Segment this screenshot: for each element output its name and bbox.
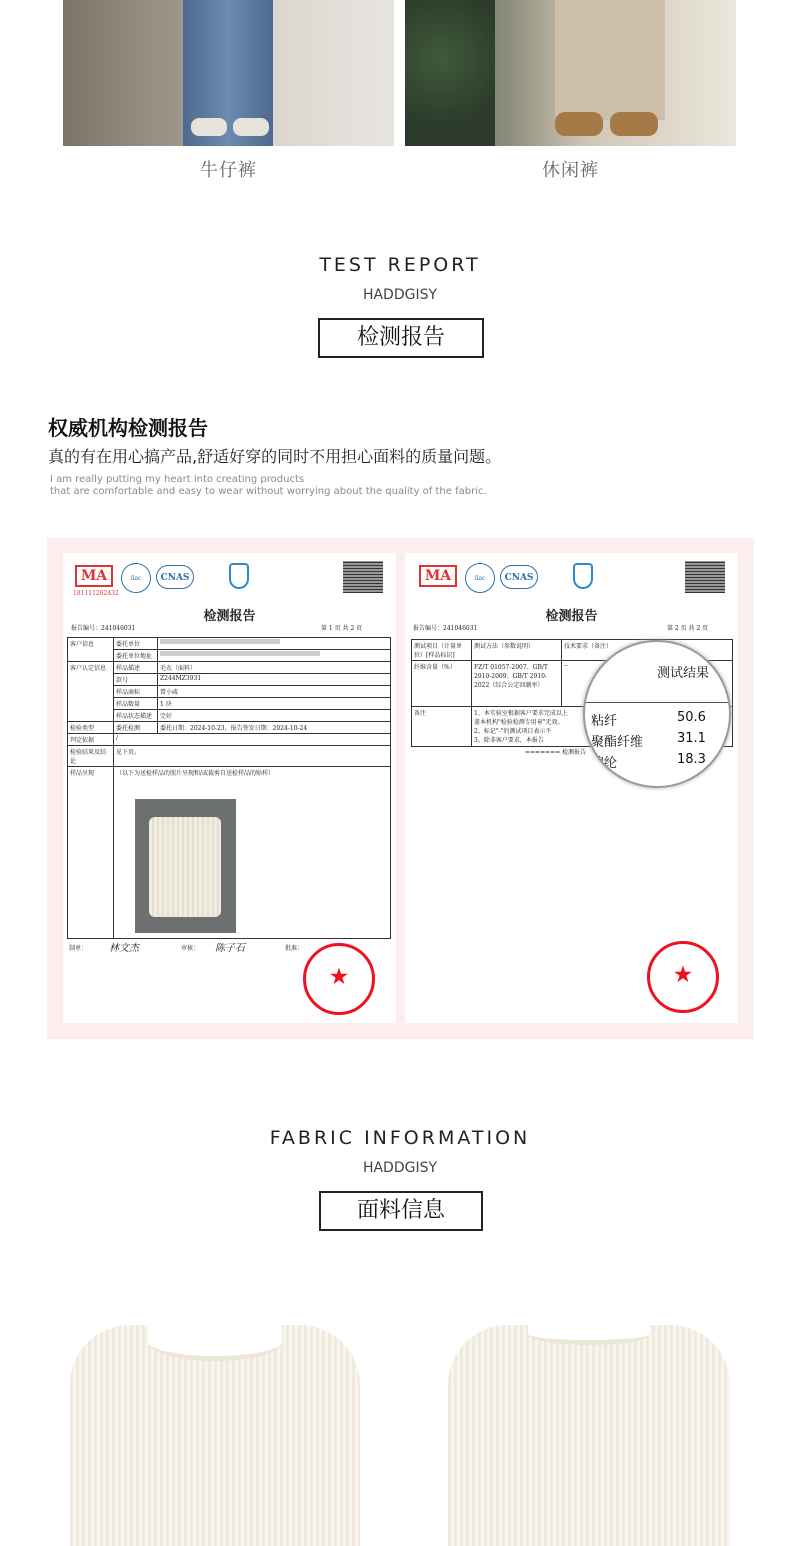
authority-en-line2: that are comfortable and easy to wear without worrying about the quality of the fabric. (50, 486, 487, 497)
christmas-tree (405, 0, 495, 146)
test-report-title: TEST REPORT (319, 254, 481, 276)
authority-line: 真的有在用心搞产品,舒适好穿的同时不用担心面料的质量问题。 (48, 447, 502, 466)
slipper-left (555, 112, 603, 136)
report-table-2: 测试项目（计量单位）[样品标识] 测试方法（参数说明） 技术要求（备注） 纤维含量（%） FZ/T 01057-2007、GB/T 2910-2009、GB/T 2910-2022（综合公定回潮率） -- 备注 1、本实验室根据客户要求完成以上 盖本机构"检验检测专用章"无效。 2、标记"-"的测试项目表示不 3、除非客户要求，本报告 (411, 639, 733, 747)
fabric-info-brand: HADDGISY (362, 1160, 438, 1176)
approved-by-label: 批准： (285, 945, 304, 952)
report-end-line: ======= 检测报告 (525, 749, 587, 756)
signature-2: 陈子石 (215, 943, 245, 954)
report-number: 报告编号：241046031 (71, 625, 136, 632)
test-result-magnifier: 测试结果 粘纤 50.6 聚酯纤维 31.1 锦纶 18.3 (583, 640, 731, 788)
shield-icon (229, 563, 249, 589)
magnifier-title: 测试结果 (657, 666, 710, 681)
qr-code-icon (343, 561, 383, 593)
casual-pants-caption: 休闲裤 (542, 160, 599, 181)
page-info-2: 第 2 页 共 2 页 (667, 625, 709, 632)
sample-photo (135, 799, 236, 933)
test-report-cn-box: 检测报告 (318, 318, 484, 358)
authority-heading: 权威机构检测报告 (48, 416, 208, 440)
test-report-brand: HADDGISY (362, 287, 438, 303)
qr-code-icon (685, 561, 725, 593)
report-page-2 (405, 553, 738, 1023)
official-stamp-2: ★ (647, 941, 719, 1013)
made-by-label: 制单： (69, 945, 88, 952)
signature-1: 林文杰 (109, 943, 139, 954)
casual-pants-legs (555, 0, 665, 120)
sweater-back-photo (448, 1325, 730, 1546)
authority-en-line1: I am really putting my heart into creating products (50, 474, 305, 485)
report-page-1 (63, 553, 396, 1023)
jeans-photo (63, 0, 394, 146)
cnas-logo-2: CNAS (500, 565, 538, 589)
magnifier-divider (585, 702, 731, 703)
fabric-sample (149, 817, 221, 917)
ilac-logo: ilac (121, 563, 151, 593)
report-title: 检测报告 (203, 609, 256, 624)
cnas-logo: CNAS (156, 565, 194, 589)
sweater-neckline (148, 1323, 282, 1361)
ilac-logo-2: ilac (465, 563, 495, 593)
checked-by-label: 审核： (181, 945, 200, 952)
official-stamp-1: ★ (303, 943, 375, 1015)
cma-logo-2: MA (419, 565, 457, 587)
casual-pants-photo (405, 0, 736, 146)
page-info: 第 1 页 共 2 页 (321, 625, 363, 632)
shield-icon (573, 563, 593, 589)
slipper-right (610, 112, 658, 136)
cma-code: 181111262432 (73, 590, 119, 597)
report-title-2: 检测报告 (545, 609, 598, 624)
fabric-info-cn-box: 面料信息 (319, 1191, 483, 1231)
sneaker-right (233, 118, 269, 136)
sweater-neckline (528, 1323, 650, 1345)
sneaker-left (191, 118, 227, 136)
report-number-2: 报告编号：241046031 (413, 625, 478, 632)
fabric-info-title: FABRIC INFORMATION (269, 1127, 531, 1149)
sweater-front-photo (70, 1325, 360, 1546)
report-table-1: 客户信息 委托单位 委托单位地址 客户认定信息 样品描述 毛衣（面料） 款号 Z244MZ3931 样品商标 曾小咸 样品数量 1 块 样品状态描述 完好 检验类型 委托检测 委托日期：2024-10-23，报告签发日期：2024-10-24 判定依据 / 检验结果及结论 见下页。 样品呈现 （以下为送检样品的照片呈现和/或裁剪自送检样品的贴样） (67, 637, 391, 939)
cma-logo: MA (75, 565, 113, 587)
jeans-caption: 牛仔裤 (200, 160, 257, 181)
